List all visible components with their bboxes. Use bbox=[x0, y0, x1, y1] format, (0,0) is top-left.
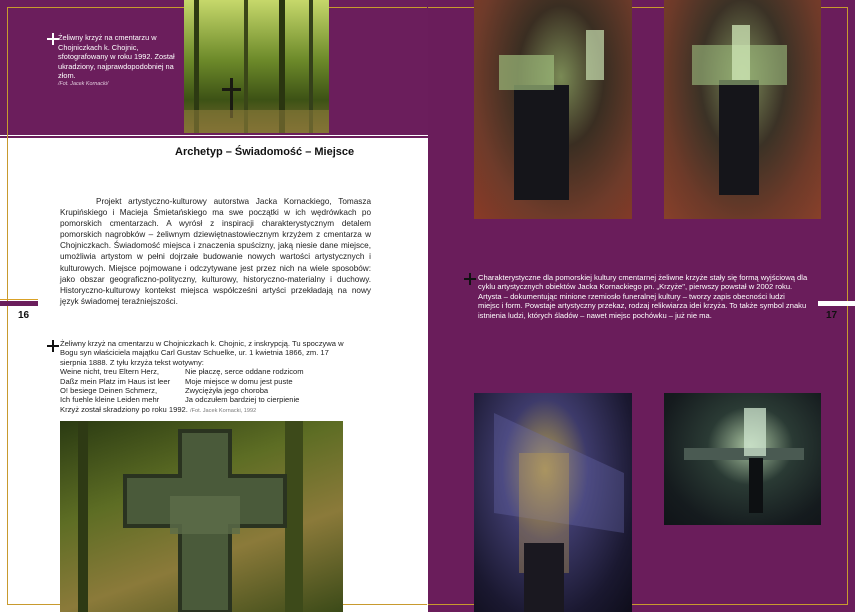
mid-caption bbox=[60, 339, 352, 416]
body-paragraph: Projekt artystyczno-kulturowy autorstwa Jacka Kornackiego, Tomasza Krupińskiego i Macieja Śmietańskiego ma swe początki w ich wędrówkach po pomorskich cmentarzach. A wyrósł z inspiracji charakterystycznym detalem pomorskich nagrobków – żeliwnym dziewiętnastowiecznym krzyżem z cmentarza w Chojniczkach. Świadomość miejsca i znaczenia spuścizny, jaką niesie dane miejsce, umożliwia artystom w pełni dojrzałe budowanie nowych wartości artystycznych i kulturowych. Miejsce pojmowane i odczytywane jest przez nich na wiele sposobów: jako obszar geograficzno-polityczny, kulturowy, historyczno-materialny i duchowy. Historyczno-kulturowy kontekst miejsca współcześni artyści przekładają na nowy język świadomej teraźniejszości. bbox=[60, 197, 371, 306]
left-tab-accent bbox=[0, 299, 38, 300]
iron-cross-photo bbox=[60, 421, 343, 612]
installation-photo-2 bbox=[664, 0, 821, 219]
right-caption-marker-icon bbox=[464, 273, 476, 285]
body-text bbox=[60, 196, 371, 307]
page-number-right: 17 bbox=[826, 310, 838, 321]
page-title: Archetyp – Świadomość – Miejsce bbox=[175, 146, 355, 158]
top-caption-text: Żeliwny krzyż na cmentarzu w Chojniczkach k. Chojnic, sfotografowany w roku 1992. Został ukradziony, najprawdopodobniej na złom. bbox=[58, 33, 175, 81]
poem-line: Ich fuehle kleine Leiden mehr Ja odczułem bardziej to cierpienie bbox=[60, 395, 300, 405]
installation-photo-1 bbox=[474, 0, 632, 219]
top-caption-credit: /Fot. Jacek Kornacki/ bbox=[58, 80, 109, 87]
poem-line: Weine nicht, treu Eltern Herz, Nie płaczę, serce oddane rodzicom bbox=[60, 367, 304, 377]
right-tab-bar bbox=[818, 301, 855, 306]
top-caption bbox=[58, 33, 178, 88]
right-caption-p2: Artysta – dokumentując minione rzemiosło funeralnej kultury – tworzy zapis obecności ludzi miejsc i form. Powstaje artystyczny przekaz, rodzaj relikwiarza idei krzyża. To także symbol znaku istnienia ludzi, których śladów – nawet miejsc pochówku – już nie ma. bbox=[478, 291, 807, 320]
left-tab-bar bbox=[0, 301, 38, 306]
page-number-left: 16 bbox=[18, 310, 30, 321]
installation-photo-4 bbox=[664, 393, 821, 525]
mid-caption-marker-icon bbox=[47, 340, 59, 352]
forest-cemetery-photo bbox=[184, 0, 329, 133]
right-caption-p1: Charakterystyczne dla pomorskiej kultury cmentarnej żeliwne krzyże stały się formą wyjściową dla cyklu artystycznych obiektów Jacka Kornackiego pn. „Krzyże", pierwszy powstał w 2002 roku. bbox=[478, 273, 808, 292]
mid-caption-credit: /Fot. Jacek Kornacki, 1992 bbox=[190, 407, 257, 414]
mid-caption-outro: Krzyż został skradziony po roku 1992. /Fot. Jacek Kornacki, 1992 bbox=[60, 404, 257, 414]
poem-line: O! besiege Deinen Schmerz, Zwyciężyła jego choroba bbox=[60, 386, 269, 396]
poem-line: Daßz mein Platz im Haus ist leer Moje miejsce w domu jest puste bbox=[60, 376, 293, 386]
installation-photo-3 bbox=[474, 393, 632, 612]
right-caption bbox=[478, 273, 808, 320]
mid-caption-intro: Żeliwny krzyż na cmentarzu w Chojniczkach k. Chojnic, z inskrypcją. Tu spoczywa w Bogu syn właściciela majątku Carl Gustav Schuelke, ur. 1 kwietnia 1866, zm. 17 sierpnia 1888. Z tyłu krzyża tekst wotywny: bbox=[60, 339, 344, 367]
